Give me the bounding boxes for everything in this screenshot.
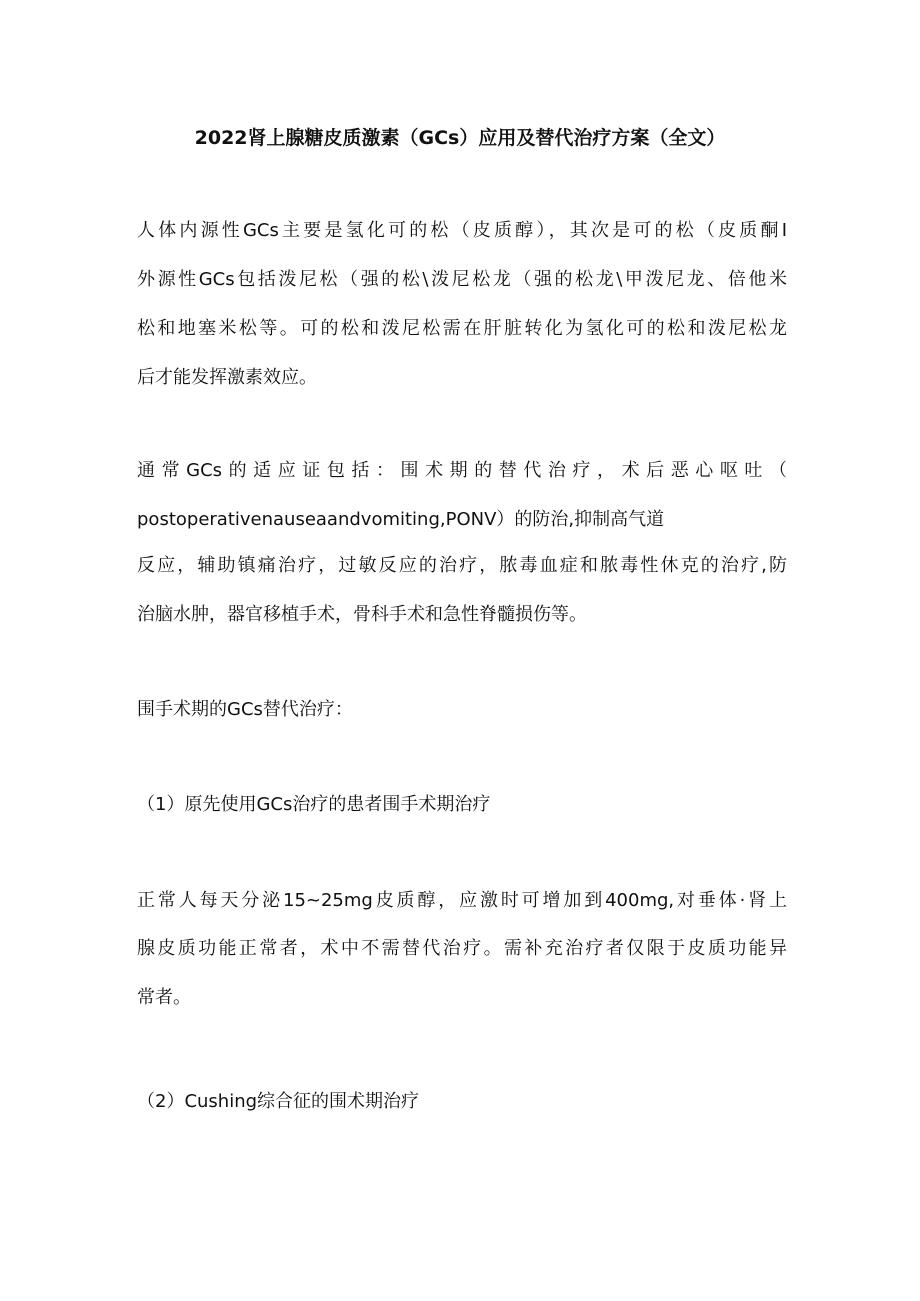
paragraph-1-line-3: 松和地塞米松等。可的松和泼尼松需在肝脏转化为氢化可的松和泼尼松龙 bbox=[137, 318, 787, 339]
paragraph-5-line-2: 腺皮质功能正常者，术中不需替代治疗。需补充治疗者仅限于皮质功能异 bbox=[137, 938, 787, 959]
paragraph-1-line-1: 人体内源性GCs主要是氢化可的松（皮质醇），其次是可的松（皮质酮I bbox=[137, 220, 787, 241]
section-heading-perioperative: 围手术期的GCs替代治疗： bbox=[137, 699, 353, 720]
paragraph-5-line-3: 常者。 bbox=[137, 987, 191, 1008]
paragraph-2-line-2: postoperativenauseaandvomiting,PONV）的防治,抑制高气道 bbox=[137, 509, 665, 530]
paragraph-2-line-1: 通常GCs的适应证包括：围术期的替代治疗，术后恶心呕吐（ bbox=[137, 460, 787, 481]
paragraph-5-line-1: 正常人每天分泌15~25mg皮质醇，应激时可增加到400mg,对垂体·肾上 bbox=[137, 890, 787, 911]
document-title: 2022肾上腺糖皮质激素（GCs）应用及替代治疗方案（全文） bbox=[194, 127, 726, 149]
subsection-heading-2: （2）Cushing综合征的围术期治疗 bbox=[137, 1091, 420, 1112]
paragraph-1-line-2: 外源性GCs包括泼尼松（强的松\泼尼松龙（强的松龙\甲泼尼龙、倍他米 bbox=[137, 269, 787, 290]
paragraph-2-line-3: 反应，辅助镇痛治疗，过敏反应的治疗，脓毒血症和脓毒性休克的治疗,防 bbox=[137, 555, 787, 576]
paragraph-1-line-4: 后才能发挥激素效应。 bbox=[137, 367, 317, 388]
paragraph-2-line-4: 治脑水肿，器官移植手术，骨科手术和急性脊髓损伤等。 bbox=[137, 604, 587, 625]
subsection-heading-1: （1）原先使用GCs治疗的患者围手术期治疗 bbox=[137, 794, 491, 815]
